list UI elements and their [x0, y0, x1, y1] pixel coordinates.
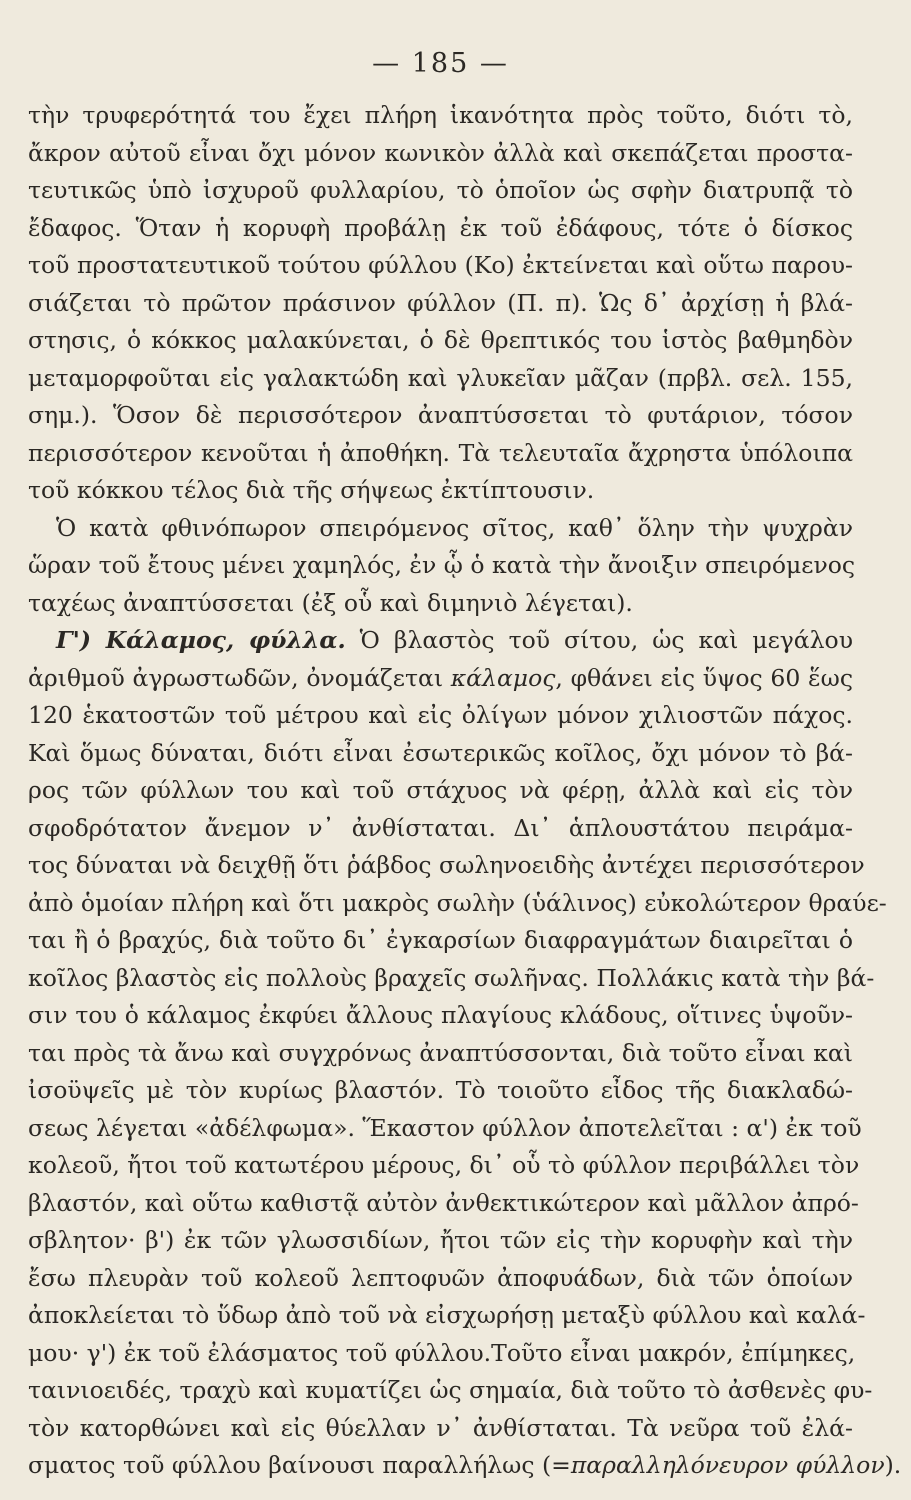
line-text: τὴν τρυφερότητά του ἔχει πλήρη ἱκανότητα πρὸς τοῦτο, διότι τὸ,	[28, 101, 853, 129]
line-text: κοῖλος βλαστὸς εἰς πολλοὺς βραχεῖς σωλῆνας. Πολλάκις κατὰ τὴν βά-	[28, 963, 875, 992]
line-text: σεως λέγεται «ἀδέλφωμα». Ἕκαστον φύλλον ἀποτελεῖται : α') ἐκ τοῦ	[28, 1113, 862, 1142]
text-line	[28, 885, 887, 923]
line-text: Ὁ κατὰ φθινόπωρον σπειρόμενος σῖτος, καθ᾽ ὅλην τὴν ψυχρὰν	[56, 513, 853, 542]
line-text: ταινιοειδές, τραχὺ καὶ κυματίζει ὡς σημαία, διὰ τοῦτο τὸ ἀσθενὲς φυ-	[28, 1376, 873, 1404]
line-text: Ὁ βλαστὸς τοῦ σίτου, ὡς καὶ μεγάλου	[345, 626, 853, 654]
line-text: ται πρὸς τὰ ἄνω καὶ συγχρόνως ἀναπτύσσονται, διὰ τοῦτο εἶναι καὶ	[28, 1038, 853, 1067]
text-line	[28, 1072, 853, 1110]
text-line	[28, 622, 853, 660]
line-text: ἀποκλείεται τὸ ὕδωρ ἀπὸ τοῦ νὰ εἰσχωρήσῃ μεταξὺ φύλλου καὶ καλά-	[28, 1301, 866, 1329]
line-text: ἔδαφος. Ὅταν ἡ κορυφὴ προβάλῃ ἐκ τοῦ ἐδάφους, τότε ὁ δίσκος	[28, 213, 853, 242]
line-text: ρος τῶν φύλλων του καὶ τοῦ στάχυος νὰ φέρῃ, ἀλλὰ καὶ εἰς τὸν	[28, 776, 853, 804]
line-text: ται ἢ ὁ βραχύς, διὰ τοῦτο δι᾽ ἐγκαρσίων διαφραγμάτων διαιρεῖται ὁ	[28, 926, 853, 954]
line-text: ἀπὸ ὁμοίαν πλήρη καὶ ὅτι μακρὸς σωλὴν (ὑάλινος) εὐκολώτερον θραύε-	[28, 888, 887, 917]
text-line	[28, 1260, 853, 1298]
text-line	[28, 660, 853, 698]
text-line	[28, 1447, 902, 1485]
text-line	[28, 1110, 862, 1148]
text-line	[28, 360, 853, 398]
italic-term: παραλληλόνευρον φύλλον	[570, 1451, 885, 1479]
line-text: ταχέως ἀναπτύσσεται (ἐξ οὗ καὶ διμηνιὸ λέγεται).	[28, 588, 633, 617]
line-text: περισσότερον κενοῦται ἡ ἀποθήκη. Τὰ τελευταῖα ἄχρηστα ὑπόλοιπα	[28, 438, 853, 467]
line-text: ἀριθμοῦ ἀγρωστωδῶν, ὀνομάζεται	[28, 663, 451, 692]
body-text	[28, 97, 902, 1485]
text-line	[28, 847, 865, 885]
section-heading: Γ') Κάλαμος, φύλλα.	[56, 626, 346, 654]
text-line	[28, 1035, 853, 1073]
line-text: μου· γ') ἐκ τοῦ ἐλάσματος τοῦ φύλλου.Τοῦτο εἶναι μακρόν, ἐπίμηκες,	[28, 1338, 856, 1367]
line-text: τὸν κατορθώνει καὶ εἰς θύελλαν ν᾽ ἀνθίσταται. Τὰ νεῦρα τοῦ ἐλά-	[28, 1413, 853, 1442]
text-line	[28, 997, 853, 1035]
text-line	[28, 97, 853, 135]
text-line	[28, 1372, 873, 1410]
text-line	[28, 172, 853, 210]
text-line	[28, 1297, 866, 1335]
text-line	[28, 135, 853, 173]
text-line	[28, 510, 853, 548]
line-text: κολεοῦ, ἤτοι τοῦ κατωτέρου μέρους, δι᾽ οὗ τὸ φύλλον περιβάλλει τὸν	[28, 1151, 860, 1179]
italic-term: κάλαμος	[450, 663, 556, 692]
text-line	[28, 697, 853, 735]
line-text: ἔσω πλευρὰν τοῦ κολεοῦ λεπτοφυῶν ἀποφυάδων, διὰ τῶν ὁποίων	[28, 1263, 853, 1292]
line-text: σματος τοῦ φύλλου βαίνουσι παραλλήλως (=	[28, 1451, 571, 1479]
line-text: μεταμορφοῦται εἰς γαλακτώδη καὶ γλυκεῖαν μᾶζαν (πρβλ. σελ. 155,	[28, 363, 853, 392]
line-text: ).	[884, 1451, 902, 1479]
line-text: σημ.). Ὅσον δὲ περισσότερον ἀναπτύσσεται τὸ φυτάριον, τόσον	[28, 401, 853, 429]
line-text: Καὶ ὅμως δύναται, διότι εἶναι ἐσωτερικῶς κοῖλος, ὄχι μόνον τὸ βά-	[28, 738, 853, 767]
line-text: 120 ἑκατοστῶν τοῦ μέτρου καὶ εἰς ὀλίγων μόνον χιλιοστῶν πάχος.	[28, 701, 853, 729]
line-text: σβλητον· β') ἐκ τῶν γλωσσιδίων, ἤτοι τῶν εἰς τὴν κορυφὴν καὶ τὴν	[28, 1226, 853, 1254]
page-number: — 185 —	[372, 48, 509, 79]
text-line	[28, 1335, 856, 1373]
text-line	[28, 1147, 860, 1185]
text-line	[28, 472, 853, 510]
text-line	[28, 585, 853, 623]
text-line	[28, 210, 853, 248]
text-line	[28, 1185, 859, 1223]
line-text: , φθάνει εἰς ὕψος 60 ἕως	[555, 663, 853, 692]
text-line	[28, 735, 853, 773]
text-line	[28, 772, 853, 810]
text-line	[28, 247, 853, 285]
text-line	[28, 397, 853, 435]
text-line	[28, 810, 853, 848]
line-text: τευτικῶς ὑπὸ ἰσχυροῦ φυλλαρίου, τὸ ὁποῖον ὡς σφὴν διατρυπᾷ τὸ	[28, 176, 853, 204]
text-line	[28, 1222, 853, 1260]
line-text: στησις, ὁ κόκκος μαλακύνεται, ὁ δὲ θρεπτικός του ἱστὸς βαθμηδὸν	[28, 326, 853, 354]
text-line	[28, 1410, 853, 1448]
line-text: τοῦ κόκκου τέλος διὰ τῆς σήψεως ἐκτίπτουσιν.	[28, 476, 595, 504]
line-text: σιν του ὁ κάλαμος ἐκφύει ἄλλους πλαγίους κλάδους, οἵτινες ὑψοῦν-	[28, 1001, 853, 1029]
text-line	[28, 322, 853, 360]
line-text: ὥραν τοῦ ἔτους μένει χαμηλός, ἐν ᾧ ὁ κατὰ τὴν ἄνοιξιν σπειρόμενος	[28, 551, 856, 579]
text-line	[28, 960, 875, 998]
text-line	[28, 435, 853, 473]
text-line	[28, 547, 856, 585]
text-line	[28, 922, 853, 960]
text-line	[28, 285, 853, 323]
line-text: σφοδρότατον ἄνεμον ν᾽ ἀνθίσταται. Δι᾽ ἁπλουστάτου πειράμα-	[28, 813, 853, 842]
line-text: τοῦ προστατευτικοῦ τούτου φύλλου (Κο) ἐκτείνεται καὶ οὕτω παρου-	[28, 251, 853, 279]
line-text: ἄκρον αὐτοῦ εἶναι ὄχι μόνον κωνικὸν ἀλλὰ καὶ σκεπάζεται προστα-	[28, 138, 853, 167]
line-text: βλαστόν, καὶ οὕτω καθιστᾷ αὐτὸν ἀνθεκτικώτερον καὶ μᾶλλον ἀπρό-	[28, 1188, 859, 1217]
line-text: σιάζεται τὸ πρῶτον πράσινον φύλλον (Π. π). Ὡς δ᾽ ἀρχίσῃ ἡ βλά-	[28, 288, 853, 317]
line-text: ἰσοϋψεῖς μὲ τὸν κυρίως βλαστόν. Τὸ τοιοῦτο εἶδος τῆς διακλαδώ-	[28, 1076, 853, 1104]
line-text: τος δύναται νὰ δειχθῇ ὅτι ῥάβδος σωληνοειδὴς ἀντέχει περισσότερον	[28, 851, 865, 879]
